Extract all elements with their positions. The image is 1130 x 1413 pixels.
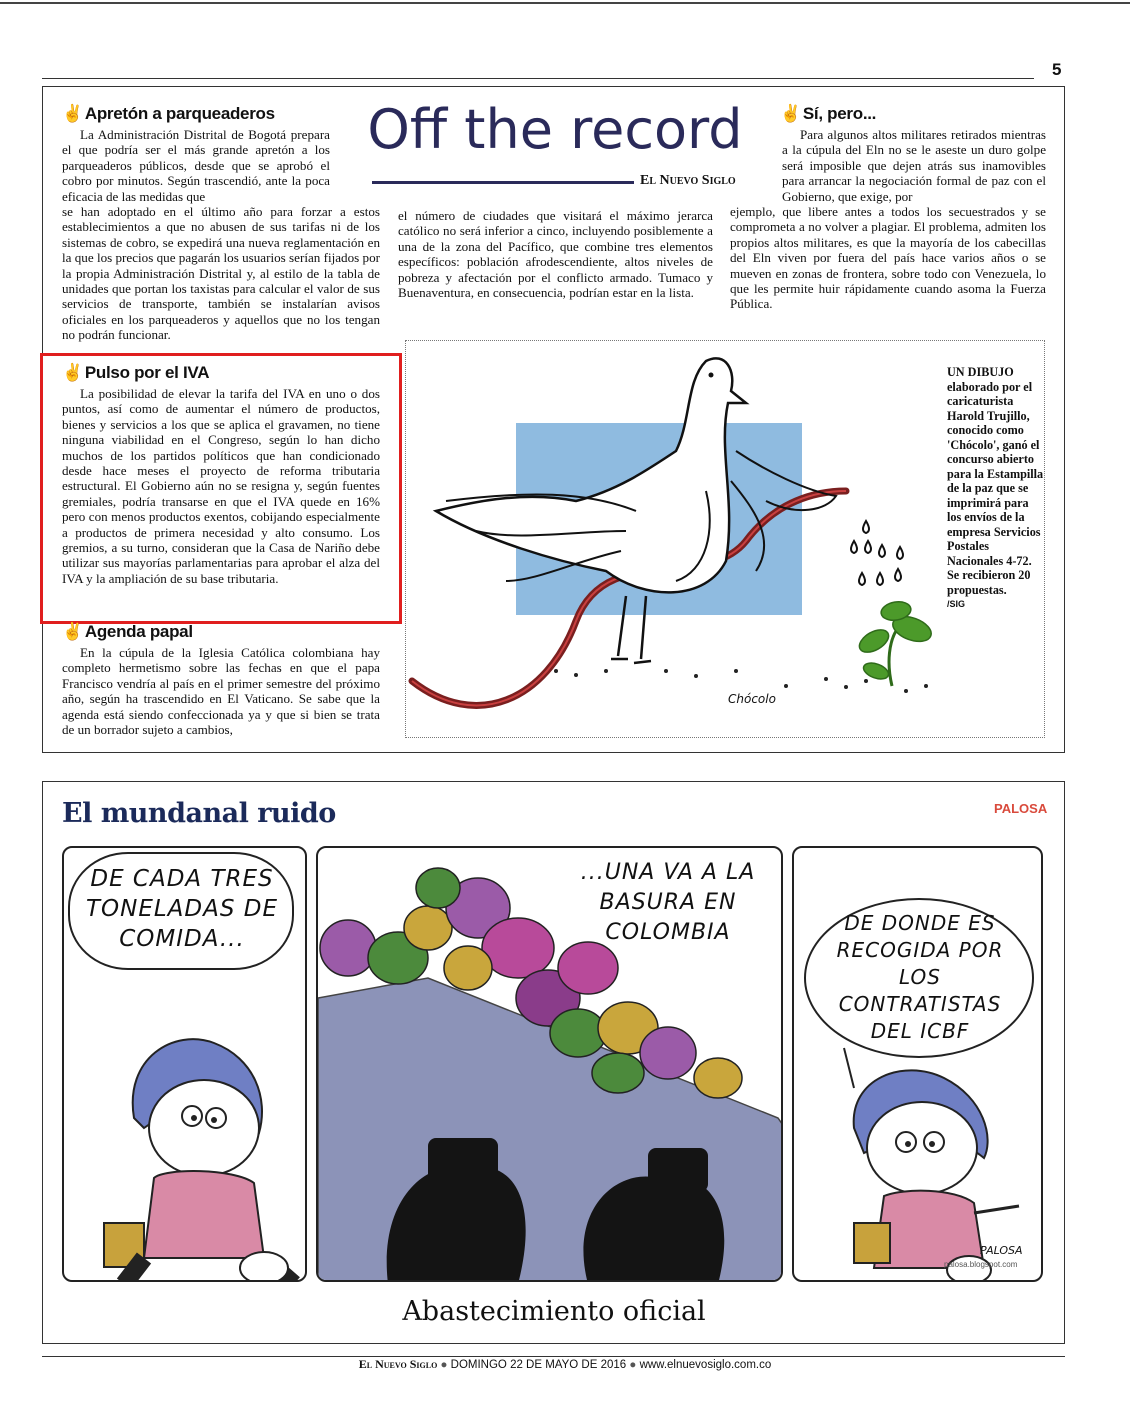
victory-hand-icon: ✌ [62,622,83,641]
food-pile [318,848,783,1282]
footer [0,1357,1130,1372]
illustration-caption-text: UN DIBUJO elaborado por el caricaturista Harold Trujillo, conocido como 'Chócolo', ganó el concurso abierto para la Estampilla de la paz que se imprimirá para los envíos de la empresa Servicios Postales Nacionales 4-72. Se recibieron 20 propuestas. [947,365,1044,597]
section-brand: El Nuevo Siglo [640,173,736,188]
article-si-pero-title-text: Sí, pero... [802,104,877,123]
article-pulso-title [62,363,380,383]
comic-bubble-3-text: DE DONDE ES RECOGIDA POR LOS CONTRATISTAS DEL ICBF [836,911,1004,1043]
section-title-rule [372,181,634,184]
kid-shirt [144,1171,264,1258]
kid-book [854,1223,890,1263]
dove-signature: Chócolo [728,692,776,706]
article-agenda-title [62,622,380,642]
kid-head [149,1080,259,1176]
article-si-pero [730,104,1046,312]
comic-author: PALOSA [994,801,1048,816]
article-agenda-title-text: Agenda papal [84,622,193,641]
article-apreton-title [62,104,380,124]
comic-caption: Abastecimiento oficial [402,1296,706,1327]
victory-hand-icon: ✌ [62,363,83,382]
article-agenda-continuation [398,208,713,300]
footer-bullet-icon: ● [629,1359,637,1371]
illustration-credit: /SIG [947,599,966,609]
article-apreton-title-text: Apretón a parqueaderos [84,104,275,123]
article-pulso-title-text: Pulso por el IVA [84,363,210,382]
header-rule [42,78,1034,79]
article-si-pero-text-a: Para algunos altos militares retirados mientras a la cúpula del Eln no se le aseste un duro golpe será imposible que dejen atrás sus inamovibles para arrancar la negociación formal de paz con el Gobierno, que exige, por [782,127,1046,204]
article-pulso [62,363,380,586]
comic-blog: palosa.blogspot.com [944,1260,1018,1269]
illustration-caption [947,365,1045,609]
article-agenda-continuation-text: el número de ciudades que visitará el máximo jerarca católico no será inferior a cinco, incluyendo posiblemente a una de la zona del Pacífico, que combine tres elementos específicos: población afrodescendiente, altos niveles de pobreza y afectación por el conflicto armado. Tumaco y Buenaventura, en consecuencia, podrían estar en la lista. [398,208,713,301]
kid-shoe [240,1252,288,1282]
footer-url[interactable]: www.elnuevosiglo.com.co [639,1359,772,1371]
victory-hand-icon: ✌ [780,104,801,123]
comic-signature: PALOSA [980,1244,1023,1257]
article-apreton-text-b: se han adoptado en el último año para forzar a estos establecimientos a que no abusen de sus tarifas ni de los sistemas de cobro, se expedirá una nueva reglamentación en la que los precios que pagarán los usuarios serían fijados por la propia Administración Distrital y, al estilo de la tabla de unidades que portan los taxistas para calcular el valor de sus servicios de transporte, también se instalarían avisos oficiales en los parqueaderos y aquellos que no los tengan no podrán funcionar. [62,204,380,343]
top-edge-rule [0,2,1130,4]
kid-arm [974,1206,1019,1213]
article-si-pero-title [780,104,1046,124]
article-pulso-text: La posibilidad de elevar la tarifa del IVA en uno o dos puntos, así como de aumentar el número de productos, bienes y servicios a los que se aplica el gravamen, no tiene ninguna viabilidad en el Congreso, según lo han dicho muchos de los partidos políticos que han condicionado desde hace meses el proyecto de reforma tributaria estructural. El Gobierno aún no se resigna y, según fuentes gremiales, podría transarse en que el IVA quede en 16% pero con menos productos exentos, cobijando especialmente a productos de primera necesidad y alto consumo. Los gremios, a su turno, consideran que la Casa de Nariño debe utilizar sus mayorías parlamentarias para aprobar el alza del IVA y la ampliación de su base tributaria. [62,386,380,586]
footer-brand: El Nuevo Siglo [358,1357,438,1371]
article-si-pero-text-b: ejemplo, que libere antes a todos los secuestrados y se comprometa a no volver a plagiar. El problema, admiten los propios altos militares, es que la mayoría de los cabecillas del Eln viven por fuera del país hace varios años o se mueven en zonas de frontera, sobre todo con Venezuela, lo que les permite huir rápidamente cuando asoma la Fuerza Pública. [730,204,1046,312]
comic-bubble-2-text: ...UNA VA A LA BASURA EN COLOMBIA [580,860,756,945]
article-apreton [62,104,380,343]
kid-sitting-1 [64,968,307,1282]
footer-bullet-icon: ● [440,1359,448,1371]
water-drops [851,521,903,585]
article-agenda [62,622,380,737]
plant-leaves [856,600,935,682]
comic-panel-2 [316,846,783,1282]
dove-eye [709,373,714,378]
section-title: Off the record [367,98,743,161]
kid-head [867,1102,977,1194]
comic-bubble-1-text: DE CADA TRES TONELADAS DE COMIDA... [85,866,279,952]
comic-panel-3 [792,846,1043,1282]
footer-date: DOMINGO 22 DE MAYO DE 2016 [450,1359,627,1371]
plant-stem [889,631,896,686]
comic-title: El mundanal ruido [62,798,336,829]
page-number: 5 [1052,60,1062,79]
article-apreton-text-a: La Administración Distrital de Bogotá prepara el que podría ser el más grande apretón a los parqueaderos públicos, desde que se aprobó el cobro por minutos. Según trascendió, ante la poca eficacia de las medidas que [62,127,330,204]
article-agenda-text: En la cúpula de la Iglesia Católica colombiana hay completo hermetismo sobre las fechas en que el papa Francisco vendría al país en el primer semestre del próximo año, según ha trascendido en El Vaticano. Se sabe que la agenda está siendo confeccionada ya y que si bien se trata de un borrador sujeto a cambios, [62,645,380,738]
dove-illustration [406,341,942,737]
victory-hand-icon: ✌ [62,104,83,123]
comic-panel-1 [62,846,307,1282]
